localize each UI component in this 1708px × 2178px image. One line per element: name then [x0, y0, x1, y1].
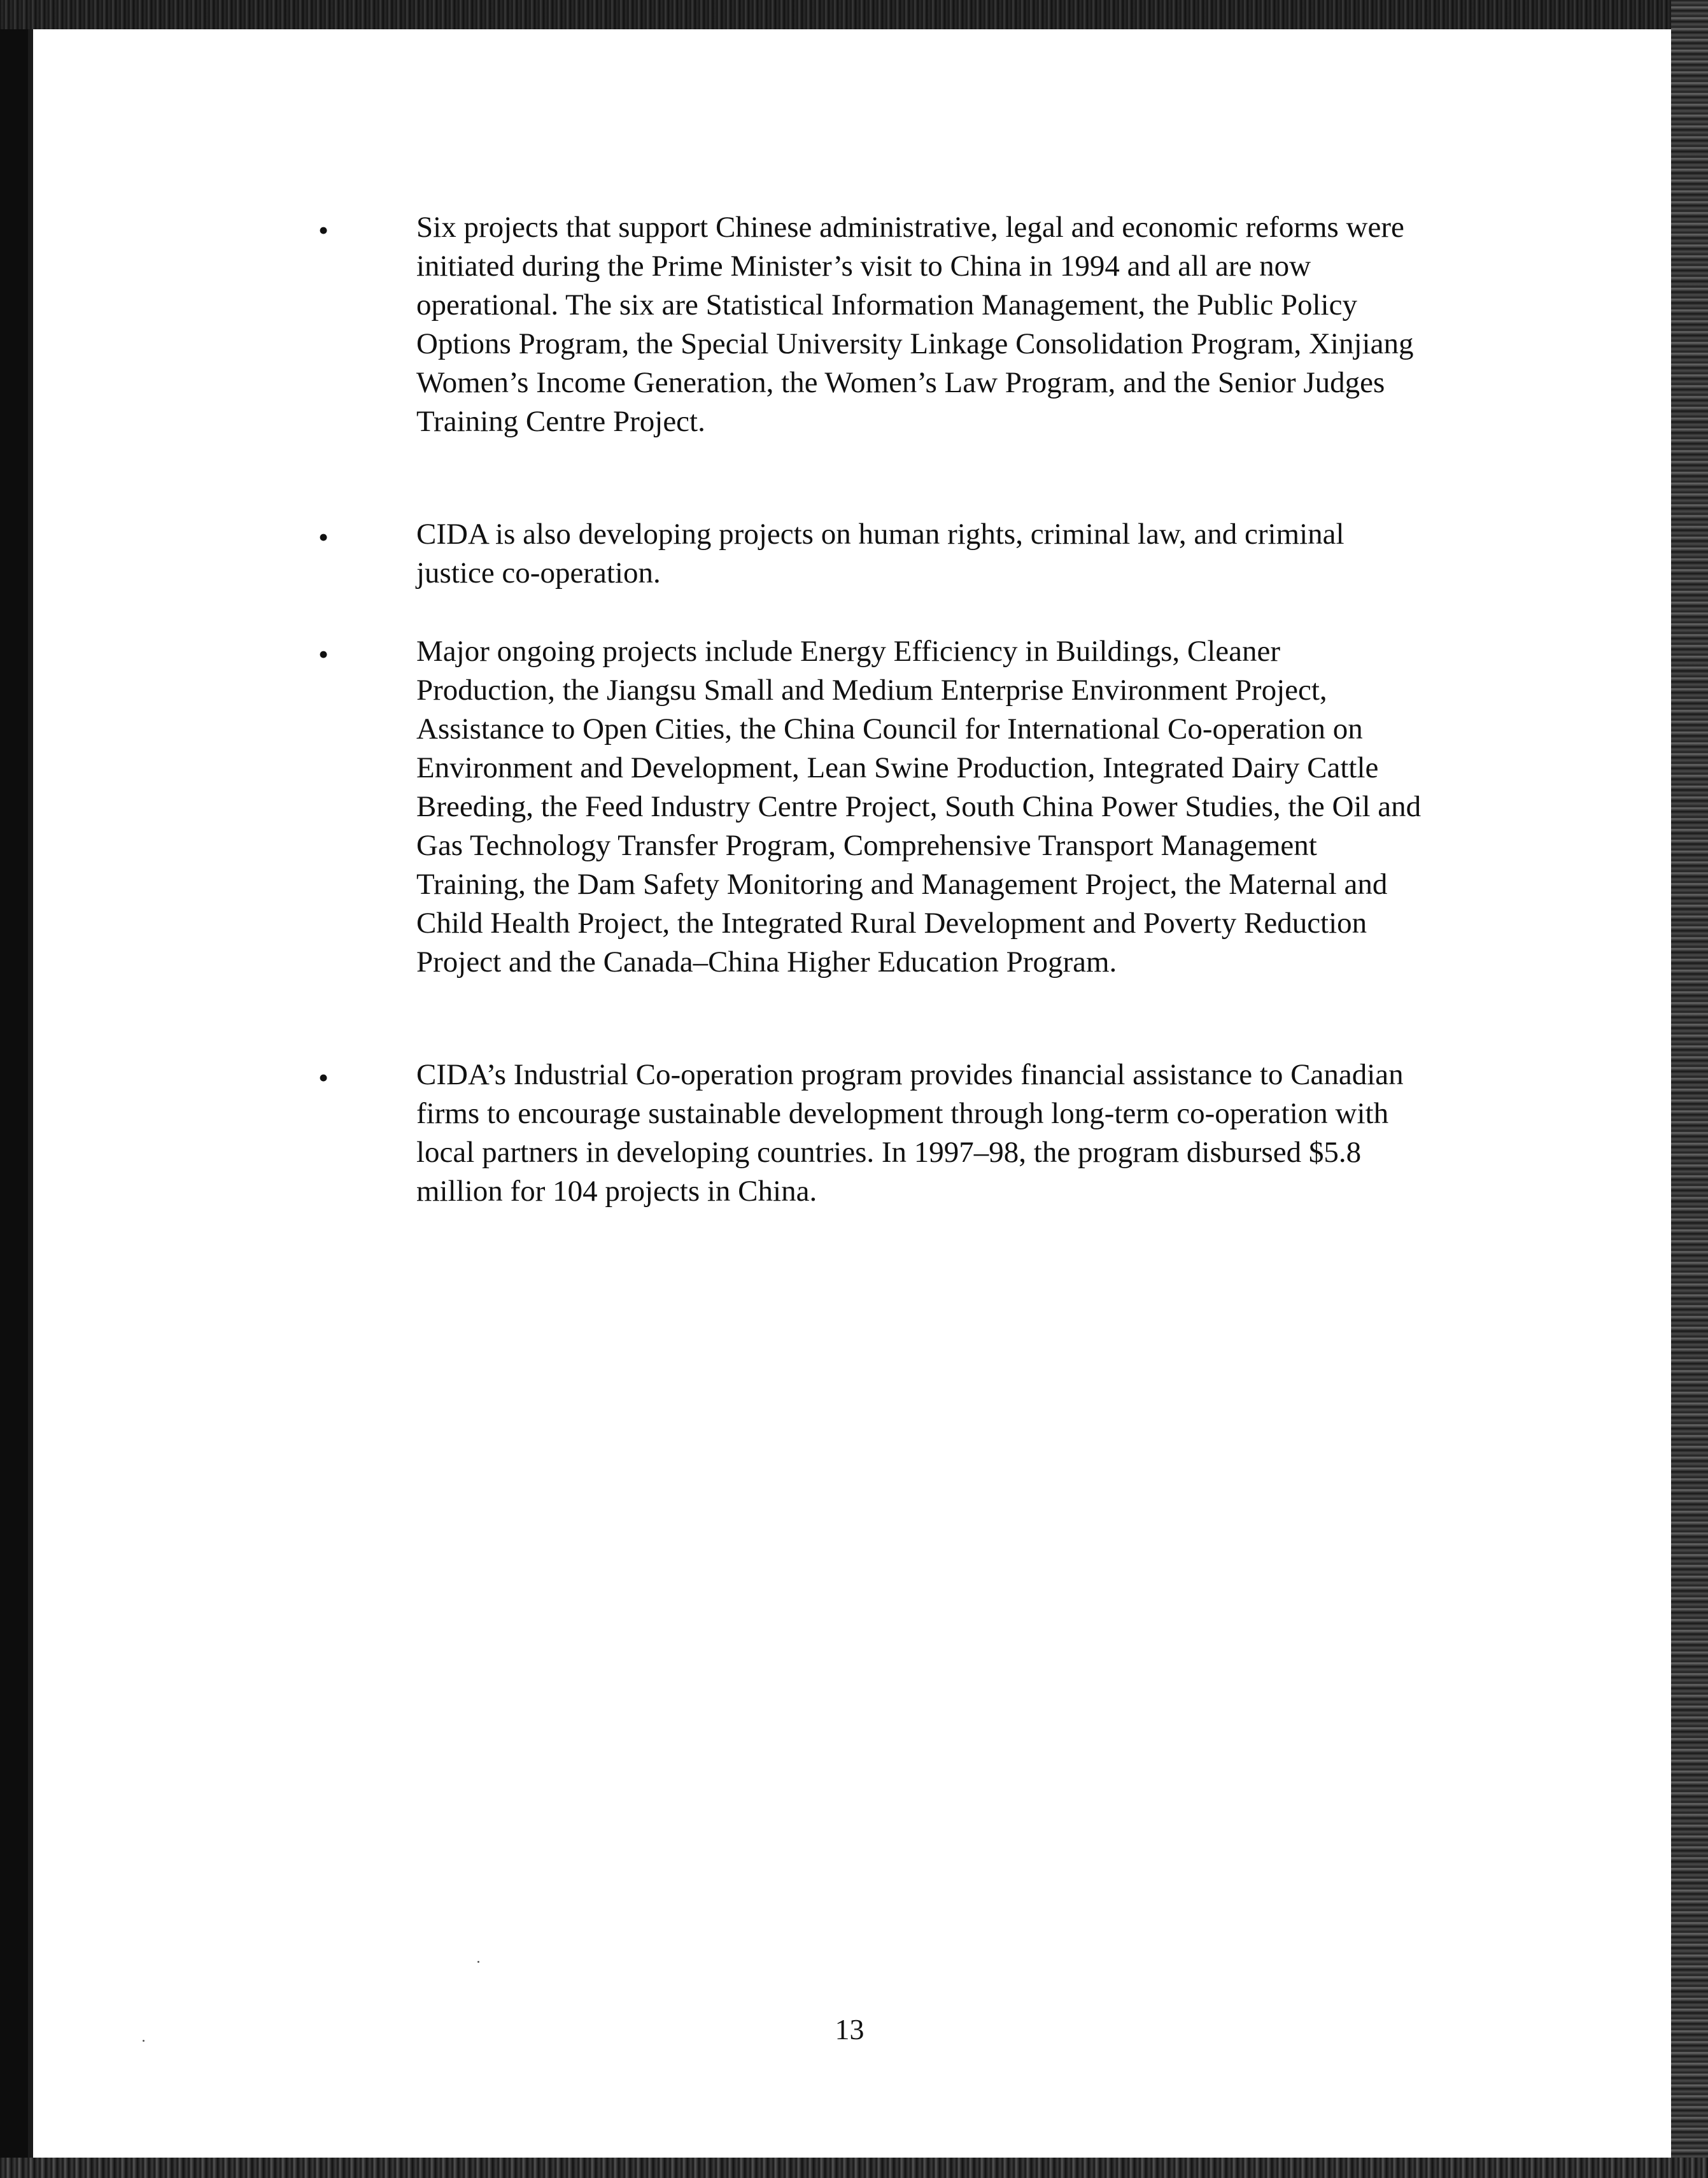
bullet-text: Six projects that support Chinese administrative, legal and economic reforms were initiated during the Prime Minister’s visit to China in 1994 and all are now operational. The six are Statistical Information Management, the Public Policy Options Program, the Special University Linkage Consolidation Program, Xinjiang Women’s Income Generation, the Women’s Law Program, and the Senior Judges Training Centre Project. [416, 211, 1414, 438]
bullet-marker: • [318, 1061, 329, 1094]
page-number: 13 [835, 2013, 865, 2046]
scan-speck [477, 1961, 479, 1963]
bullet-text: CIDA is also developing projects on human rights, criminal law, and criminal justice co-operation. [416, 518, 1345, 590]
page-left-edge [28, 29, 33, 2158]
scan-border-top [0, 0, 1708, 29]
bullet-marker: • [318, 521, 329, 553]
bullet-text: Major ongoing projects include Energy Efficiency in Buildings, Cleaner Production, the Jiangsu Small and Medium Enterprise Environment Project, Assistance to Open Cities, the China Council for International Co-operation on Environment and Development, Lean Swine Production, Integrated Dairy Cattle Breeding, the Feed Industry Centre Project, South China Power Studies, the Oil and Gas Technology Transfer Program, Comprehensive Transport Management Training, the Dam Safety Monitoring and Management Project, the Maternal and Child Health Project, the Integrated Rural Development and Poverty Reduction Project and the Canada–China Higher Education Program. [416, 635, 1422, 979]
bullet-marker: • [318, 638, 329, 670]
bullet-marker: • [318, 214, 329, 246]
document-page [28, 29, 1671, 2158]
scan-border-bottom [0, 2158, 1708, 2178]
scan-border-right [1671, 0, 1708, 2178]
scan-speck [143, 2040, 145, 2042]
bullet-text: CIDA’s Industrial Co-operation program provides financial assistance to Canadian firms to encourage sustainable development through long-term co-operation with local partners in developing countries. In 1997–98, the program disbursed $5.8 million for 104 projects in China. [416, 1058, 1404, 1208]
